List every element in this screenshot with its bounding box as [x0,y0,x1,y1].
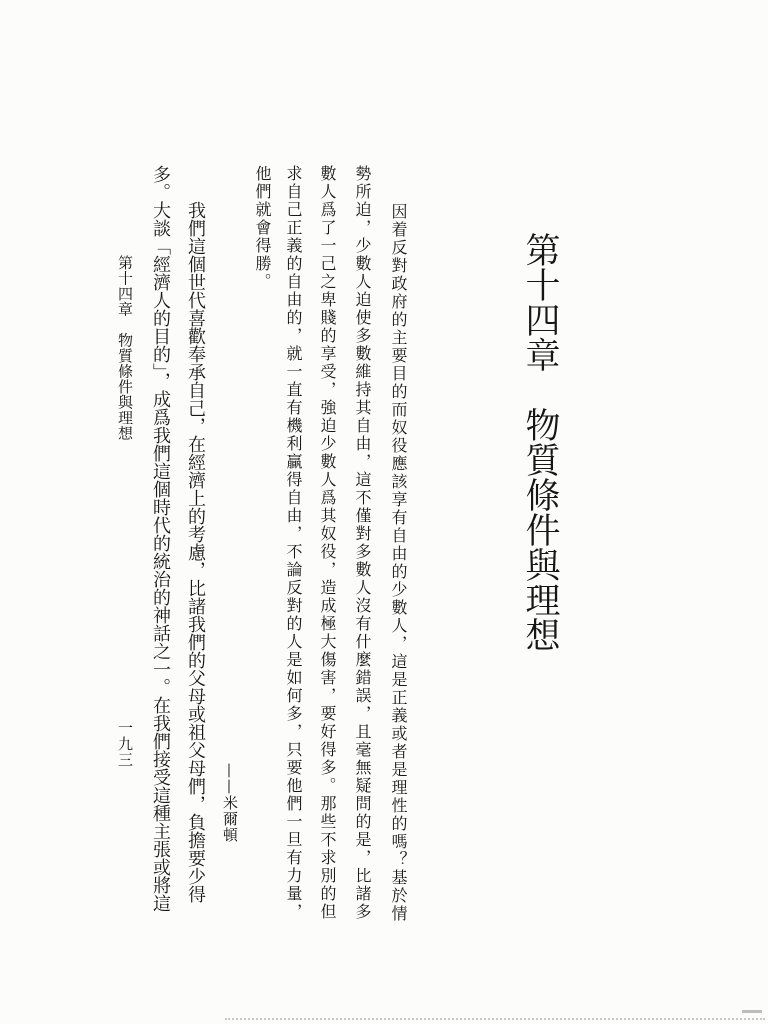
scan-edge-mark [742,1010,762,1013]
epigraph-column: 數人爲了一己之卑賤的享受，強迫少數人爲其奴役，造成極大傷害，要好得多。那些不求別的但 [318,165,337,921]
chapter-title: 第十四章 物質條件與理想 [520,232,560,652]
epigraph-column: 他們就會得勝。 [253,165,272,291]
page-number: 一九三 [116,720,134,768]
epigraph-column: 勢所迫，少數人迫使多數維持其自由，這不僅對多數人沒有什麼錯誤，且毫無疑問的是，比諸多 [353,165,372,921]
running-head: 第十四章 物質條件與理想 [116,255,134,441]
scan-noise [225,1018,765,1020]
epigraph-column: 因着反對政府的主要目的而奴役應該享有自由的少數人，這是正義或者是理性的嗎？基於情 [389,203,408,923]
body-column: 多。大談「經濟人的目的」，成爲我們這個時代的統治的神話之一。在我們接受這種主張或將這 [150,165,171,912]
body-column: 我們這個世代喜歡奉承自己，在經濟上的考慮，比諸我們的父母或祖父母們，負擔要少得 [185,201,206,903]
epigraph-column: 求自己正義的自由的，就一直有機利贏得自由，不論反對的人是如何多，只要他們一旦有力量， [284,165,303,921]
epigraph-attribution: ——米爾頓 [221,763,239,843]
